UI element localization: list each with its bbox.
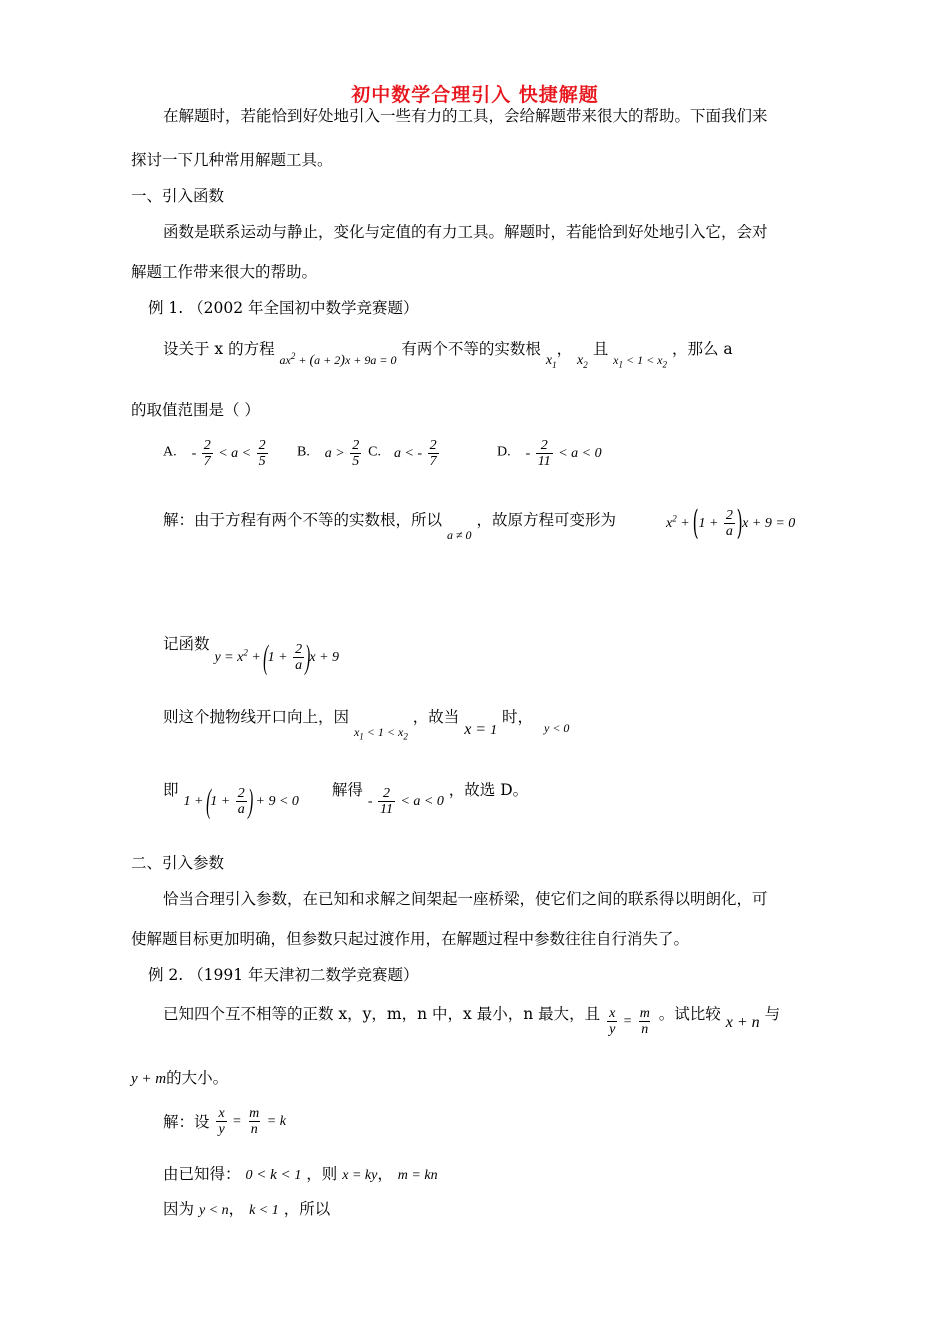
function-formula: $y = x^2 + (1$ + $\frac{2}{a}$ )x + 9 bbox=[214, 638, 340, 676]
solution-text: ，故选 D。 bbox=[448, 781, 529, 799]
y-plus-m-formula: y + m bbox=[131, 1071, 167, 1087]
solution-text: ，故当 bbox=[412, 708, 460, 726]
equation-formula: ax2 + (a + 2)x + 9a = 0 bbox=[279, 351, 397, 368]
solution-text: ，则 bbox=[306, 1165, 338, 1183]
solution-text: 则这个抛物线开口向上，因 bbox=[163, 708, 350, 726]
k-lt-1-formula: k < 1 bbox=[249, 1203, 279, 1218]
solution-2-line-2: 由已知得： 0 < k < 1 ，则 x = ky， m = kn bbox=[163, 1165, 438, 1183]
section-2-heading: 二、引入参数 bbox=[131, 854, 225, 872]
k-range-formula: 0 < k < 1 bbox=[245, 1167, 302, 1183]
option-b-c bbox=[297, 438, 441, 482]
solution-2-line-3: 因为 y < n， k < 1 ，所以 bbox=[163, 1200, 331, 1218]
y-negative-formula: y < 0 bbox=[544, 721, 570, 735]
solution-text: 因为 bbox=[163, 1200, 195, 1218]
solution-text: 解得 bbox=[331, 781, 363, 799]
solution-text: ，所以 bbox=[283, 1200, 331, 1218]
question-text: 。试比较 bbox=[658, 1005, 721, 1023]
option-c-label: C. bbox=[368, 444, 382, 460]
option-b-formula: a > $\frac{2}{5}$ bbox=[324, 438, 360, 469]
question-text: 且 bbox=[592, 340, 609, 358]
section-2-para-line-1: 恰当合理引入参数，在已知和求解之间架起一座桥梁，使它们之间的联系得以明朗化，可 bbox=[163, 890, 768, 908]
solution-text: 解：设 bbox=[163, 1113, 210, 1131]
m-kn-formula: m = kn bbox=[397, 1168, 438, 1183]
solution-text: 解：由于方程有两个不等的实数根，所以 bbox=[163, 511, 443, 529]
root-condition-formula: x1 < 1 < x2 bbox=[353, 725, 408, 742]
x-equals-1-formula: x = 1 bbox=[464, 721, 498, 738]
example-2-label: 例 2. （1991 年天津初二数学竞赛题） bbox=[148, 966, 419, 984]
page-title: 初中数学合理引入 快捷解题 bbox=[351, 84, 599, 106]
root-condition-formula: x1 < 1 < x2 bbox=[613, 353, 667, 370]
solution-text: 即 bbox=[163, 781, 179, 799]
section-1-heading: 一、引入函数 bbox=[131, 187, 225, 205]
question-text: 设关于 x 的方程 bbox=[163, 340, 275, 358]
y-lt-n-formula: y < n bbox=[198, 1203, 229, 1218]
example-1-question-line-1: 设关于 x 的方程 $_{ax^2 + (a + 2)x + 9a = 0}$ 有两个不等的实数根 $x_1$， $x_2$ 且 $_{x_1 < 1 < x_2}$ ，那么 a bbox=[163, 340, 733, 370]
x-plus-n-formula: x + n bbox=[725, 1013, 760, 1031]
ratio-k-formula: $\frac{x}{y}$ = $\frac{m}{n}$ = k bbox=[218, 1106, 286, 1137]
section-1-para-line-1: 函数是联系运动与静止，变化与定值的有力工具。解题时，若能恰到好处地引入它，会对 bbox=[163, 223, 768, 241]
question-text: 与 bbox=[764, 1005, 781, 1023]
option-d bbox=[497, 438, 602, 482]
question-text: ，那么 a bbox=[671, 340, 733, 358]
a-nonzero-formula: a ≠ 0 bbox=[446, 528, 472, 542]
solution-text: ，故原方程可变形为 bbox=[476, 511, 616, 529]
intro-line-1: 在解题时，若能恰到好处地引入一些有力的工具，会给解题带来很大的帮助。下面我们来 bbox=[163, 107, 768, 125]
example-2-question-line-1 bbox=[163, 1004, 780, 1048]
section-1-para-line-2: 解题工作带来很大的帮助。 bbox=[131, 263, 318, 281]
option-b-label: B. bbox=[297, 444, 310, 460]
section-2-para-line-2: 使解题目标更加明确，但参数只起过渡作用，在解题过程中参数往往自行消失了。 bbox=[131, 930, 690, 948]
option-c-formula: a < - $\frac{2}{7}$ bbox=[393, 438, 437, 469]
solution-2-line-1 bbox=[163, 1106, 286, 1150]
inequality-formula: 1 + (1 + $\frac{2}{a}$ ) + 9 < 0 bbox=[183, 782, 299, 820]
example-1-label: 例 1. （2002 年全国初中数学竞赛题） bbox=[148, 299, 419, 317]
transformed-equation: $x^2 + (1$ + $\frac{2}{a}$ )x + 9 = 0 bbox=[666, 503, 796, 543]
option-a-formula: - $\frac{2}{7}$ < a < $\frac{2}{5}$ bbox=[191, 438, 266, 469]
option-a bbox=[163, 438, 270, 482]
solution-1-parabola-line bbox=[163, 707, 570, 742]
option-d-formula: - $\frac{2}{11}$ < a < 0 bbox=[525, 438, 602, 469]
solution-1-function-line bbox=[163, 634, 339, 680]
x-ky-formula: x = ky bbox=[342, 1168, 378, 1183]
solution-text: 由已知得： bbox=[163, 1165, 241, 1183]
question-text: 已知四个互不相等的正数 x，y，m，n 中，x 最小，n 最大，且 bbox=[163, 1005, 601, 1023]
solution-text: 记函数 bbox=[163, 635, 210, 653]
solution-text: 时， bbox=[502, 708, 534, 726]
option-d-label: D. bbox=[497, 444, 511, 460]
answer-range-formula: - $\frac{2}{11}$ < a < 0 bbox=[367, 786, 444, 817]
example-1-question-line-2: 的取值范围是（ ） bbox=[131, 401, 260, 419]
ratio-formula: $\frac{x}{y}$ = $\frac{m}{n}$ bbox=[609, 1006, 650, 1037]
root-x2: $x_2$ bbox=[577, 353, 588, 370]
intro-line-2: 探讨一下几种常用解题工具。 bbox=[131, 151, 333, 169]
question-text: 的大小。 bbox=[166, 1069, 229, 1087]
example-2-question-line-2 bbox=[131, 1068, 228, 1089]
question-text: 有两个不等的实数根 bbox=[401, 340, 541, 358]
solution-1-inequality-line bbox=[163, 780, 528, 826]
option-a-label: A. bbox=[163, 444, 177, 460]
root-x1: $x_1$ bbox=[545, 353, 557, 370]
